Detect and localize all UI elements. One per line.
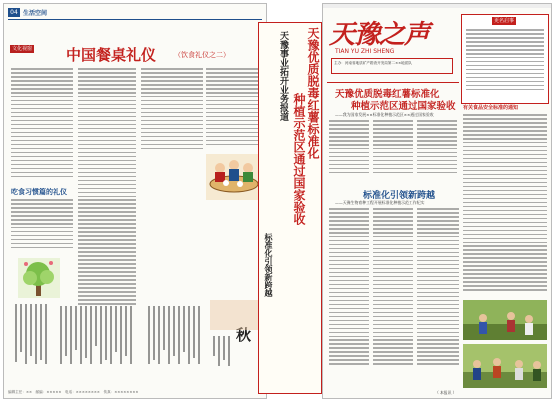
field-photo-2 [463, 344, 547, 388]
field-photo-1 [463, 300, 547, 340]
masthead-pinyin: TIAN YU ZHI SHENG [335, 48, 395, 55]
feature-col-2 [373, 208, 413, 384]
notice-text [466, 29, 544, 99]
section-subhead: ——天豫生物育种工程开展标准化种植示范工作纪实 [335, 200, 425, 205]
main-headline-1: 天豫优质脱毒红薯标准化 [335, 89, 440, 100]
poem-block-1 [11, 302, 51, 368]
masthead: 天豫之声 [329, 20, 430, 50]
main-col-2 [373, 120, 413, 180]
section-title: 生活空间 [23, 10, 48, 17]
main-col-1 [329, 120, 369, 180]
poem-block-4 [210, 334, 234, 368]
article-col-3 [141, 68, 203, 156]
banner-column-4: 标准化引领新跨越 [264, 233, 273, 297]
dining-illustration [206, 154, 262, 200]
center-banner [258, 22, 322, 394]
feature-col-1 [329, 208, 369, 384]
page-number: 04 [8, 8, 20, 17]
main-col-3 [417, 120, 457, 180]
autumn-title: 秋 [236, 326, 252, 344]
headline-rule [327, 82, 459, 83]
tree-illustration [18, 258, 60, 298]
poem-block-2 [54, 304, 136, 368]
banner-column-1: 天豫优质脱毒红薯标准化 [306, 27, 320, 159]
banner-column-2: 种植示范区通过国家验收 [292, 93, 306, 225]
article-col-5 [11, 199, 73, 254]
headline-sub: （饮食礼仪之二） [174, 51, 230, 59]
notice-tag: 更名启事 [494, 18, 515, 24]
side-article [463, 114, 547, 294]
column-tag: 文化视窗 [12, 46, 33, 52]
headline: 中国餐桌礼仪 [66, 46, 157, 64]
side-headline-2: 有关食品安全标准的通知 [463, 105, 519, 111]
header-rule [8, 19, 262, 20]
subhead-blue: 吃食习惯篇的礼仪 [11, 188, 67, 196]
right-page [322, 3, 552, 399]
article-col-2 [78, 68, 136, 318]
poem-block-3 [144, 304, 204, 368]
page-footer: 编辑主任：×× 邮编：××××× 电话：×××××××× 传真：×××××××× [8, 390, 139, 394]
top-strip [323, 4, 551, 8]
main-headline-2: 种植示范区通过国家验收 [351, 101, 456, 112]
feature-col-3 [417, 208, 459, 384]
article-col-1 [11, 68, 73, 183]
masthead-info: 主办：河南省地质矿产勘查开发局第二××地质队 [334, 61, 412, 65]
source-note: （ 本报讯 ） [435, 390, 457, 395]
main-subhead: ——我为国家发展××标准化种植示范区××通过国家验收 [335, 112, 434, 117]
left-page [3, 3, 267, 399]
autumn-image [210, 300, 260, 330]
section-head: 标准化引领新跨越 [363, 191, 436, 201]
notice-box [461, 14, 549, 104]
banner-column-3: 天豫事业拓开业务报道 [278, 31, 288, 121]
article-col-4 [206, 68, 262, 152]
